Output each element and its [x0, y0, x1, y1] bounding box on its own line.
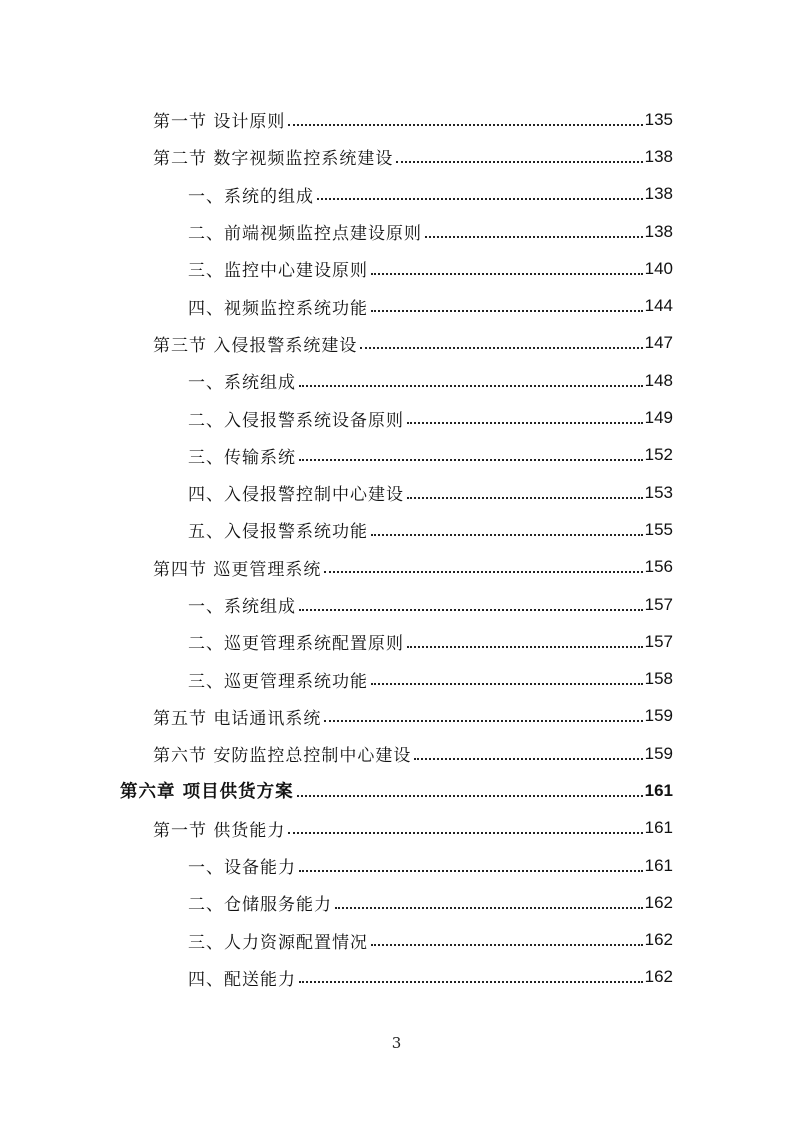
toc-entry[interactable]	[0, 176, 673, 213]
toc-entry-label: 三、人力资源配置情况	[188, 932, 368, 953]
toc-entry-label: 一、系统组成	[188, 373, 296, 394]
toc-entry[interactable]	[0, 287, 673, 324]
toc-entry-label: 第一节 设计原则	[153, 112, 286, 133]
toc-entry-page: 162	[644, 892, 673, 912]
toc-entry[interactable]	[0, 623, 673, 660]
toc-entry-page: 156	[644, 557, 673, 577]
dot-leader	[297, 795, 643, 797]
toc-entry[interactable]	[0, 810, 673, 847]
toc-entry-page: 149	[644, 408, 673, 428]
dot-leader	[299, 459, 643, 461]
toc-entry-page: 152	[644, 445, 673, 465]
toc-entry[interactable]	[0, 399, 673, 436]
dot-leader	[360, 347, 642, 349]
toc-entry-label: 二、巡更管理系统配置原则	[188, 634, 404, 655]
dot-leader	[371, 310, 643, 312]
dot-leader	[288, 124, 642, 126]
toc-entry-label: 三、巡更管理系统功能	[188, 671, 368, 692]
toc-entry-page: 162	[644, 930, 673, 950]
dot-leader	[371, 273, 643, 275]
dot-leader	[414, 758, 642, 760]
toc-entry-label: 第五节 电话通讯系统	[153, 708, 322, 729]
toc-entry[interactable]	[0, 698, 673, 735]
toc-entry-label: 四、配送能力	[188, 969, 296, 990]
toc-entry-page: 161	[644, 855, 673, 875]
toc-entry-label: 一、设备能力	[188, 858, 296, 879]
toc-entry-page: 144	[644, 296, 673, 316]
toc-entry-label: 二、入侵报警系统设备原则	[188, 410, 404, 431]
toc-entry-label: 第三节 入侵报警系统建设	[153, 335, 358, 356]
toc-entry-page: 148	[644, 370, 673, 390]
toc-entry[interactable]	[0, 250, 673, 287]
table-of-contents	[0, 101, 793, 996]
toc-entry-page: 147	[644, 333, 673, 353]
toc-entry-page: 153	[644, 482, 673, 502]
dot-leader	[299, 609, 643, 611]
toc-entry-page: 138	[644, 221, 673, 241]
dot-leader	[407, 497, 643, 499]
toc-entry[interactable]	[0, 362, 673, 399]
toc-entry-label: 第四节 巡更管理系统	[153, 559, 322, 580]
toc-entry[interactable]	[0, 325, 673, 362]
toc-entry-label: 二、仓储服务能力	[188, 895, 332, 916]
toc-entry[interactable]	[0, 213, 673, 250]
toc-entry-label: 三、监控中心建设原则	[188, 261, 368, 282]
toc-entry[interactable]	[0, 847, 673, 884]
page-number: 3	[391, 1034, 402, 1052]
toc-entry-page: 138	[644, 146, 673, 166]
dot-leader	[407, 646, 643, 648]
toc-entry[interactable]	[0, 101, 673, 138]
dot-leader	[425, 236, 643, 238]
dot-leader	[317, 198, 643, 200]
toc-entry-label: 五、入侵报警系统功能	[188, 522, 368, 543]
dot-leader	[335, 907, 643, 909]
toc-entry[interactable]	[0, 660, 673, 697]
toc-entry[interactable]	[0, 959, 673, 996]
dot-leader	[371, 683, 643, 685]
dot-leader	[371, 944, 643, 946]
toc-entry-page: 157	[644, 594, 673, 614]
toc-entry[interactable]	[0, 922, 673, 959]
toc-entry-label: 第二节 数字视频监控系统建设	[153, 149, 394, 170]
toc-entry-page: 159	[644, 743, 673, 763]
toc-entry-page: 161	[644, 780, 673, 800]
dot-leader	[299, 870, 643, 872]
toc-entry-label: 二、前端视频监控点建设原则	[188, 224, 422, 245]
toc-entry-label: 一、系统组成	[188, 597, 296, 617]
toc-entry[interactable]	[0, 735, 673, 772]
dot-leader	[324, 571, 642, 573]
toc-entry[interactable]	[0, 138, 673, 175]
dot-leader	[299, 385, 643, 387]
toc-entry-page: 155	[644, 519, 673, 539]
toc-entry-label: 三、传输系统	[188, 447, 296, 468]
toc-entry-page: 161	[644, 818, 673, 838]
toc-entry-label: 第六章 项目供货方案	[120, 782, 294, 803]
toc-entry-page: 140	[644, 258, 673, 278]
toc-entry-label: 第六节 安防监控总控制中心建设	[153, 746, 412, 767]
toc-entry-page: 159	[644, 706, 673, 726]
toc-entry-label: 四、视频监控系统功能	[188, 298, 368, 319]
toc-entry-page: 158	[644, 669, 673, 689]
toc-entry[interactable]	[0, 437, 673, 474]
dot-leader	[288, 832, 642, 834]
toc-entry-page: 157	[644, 631, 673, 651]
toc-entry[interactable]	[0, 474, 673, 511]
toc-entry[interactable]	[0, 884, 673, 921]
toc-chapter-entry[interactable]	[0, 772, 673, 809]
dot-leader	[324, 720, 642, 722]
toc-entry-label: 第一节 供货能力	[153, 820, 286, 841]
toc-entry[interactable]	[0, 586, 673, 623]
toc-entry-label: 四、入侵报警控制中心建设	[188, 485, 404, 506]
dot-leader	[396, 161, 642, 163]
dot-leader	[299, 981, 643, 983]
dot-leader	[407, 422, 643, 424]
toc-entry-page: 138	[644, 184, 673, 204]
toc-entry[interactable]	[0, 549, 673, 586]
toc-entry-page: 135	[644, 109, 673, 129]
toc-entry-page: 162	[644, 967, 673, 987]
toc-entry-label: 一、系统的组成	[188, 186, 314, 207]
dot-leader	[371, 534, 643, 536]
toc-entry[interactable]	[0, 511, 673, 548]
